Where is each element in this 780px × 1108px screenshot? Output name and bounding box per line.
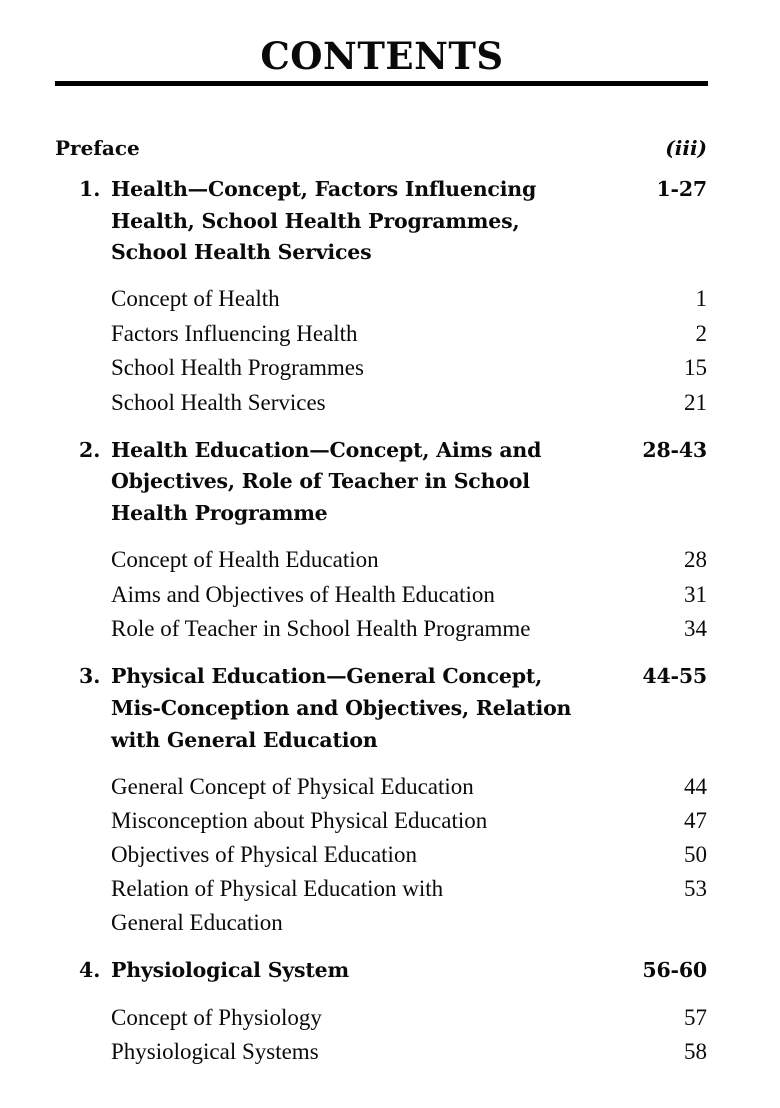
section-title: Concept of Health Education bbox=[111, 547, 379, 572]
section-page: 58 bbox=[684, 1039, 707, 1064]
page-title: CONTENTS bbox=[260, 34, 504, 78]
toc-section-entry bbox=[0, 284, 780, 314]
section-page: 50 bbox=[684, 842, 707, 867]
toc-section-entry bbox=[0, 1003, 780, 1033]
chapter-page-range: 1-27 bbox=[656, 177, 707, 201]
section-title: Relation of Physical Education with bbox=[111, 876, 444, 901]
chapter-title-line: Physical Education—General Concept, bbox=[111, 664, 543, 688]
chapter-title-line: Mis-Conception and Objectives, Relation bbox=[111, 696, 572, 720]
section-page: 44 bbox=[684, 774, 707, 799]
section-title: Aims and Objectives of Health Education bbox=[111, 582, 495, 607]
chapter-title-line: Physiological System bbox=[111, 958, 349, 982]
toc-chapter-2-heading-cont bbox=[0, 466, 780, 496]
chapter-title-line: Health, School Health Programmes, bbox=[111, 209, 520, 233]
chapter-title-line: School Health Services bbox=[111, 240, 372, 264]
section-page: 21 bbox=[684, 390, 707, 415]
toc-section-entry bbox=[0, 840, 780, 870]
section-title: Concept of Physiology bbox=[111, 1005, 322, 1030]
section-title: School Health Services bbox=[111, 390, 326, 415]
chapter-number: 1. bbox=[79, 177, 101, 201]
toc-section-entry-cont bbox=[0, 908, 780, 938]
chapter-page-range: 56-60 bbox=[642, 958, 707, 982]
section-page: 57 bbox=[684, 1005, 707, 1030]
chapter-title-line: with General Education bbox=[111, 728, 378, 752]
chapter-title-line: Objectives, Role of Teacher in School bbox=[111, 469, 530, 493]
section-title: Physiological Systems bbox=[111, 1039, 319, 1064]
section-title: General Concept of Physical Education bbox=[111, 774, 474, 799]
toc-section-entry bbox=[0, 545, 780, 575]
toc-section-entry bbox=[0, 614, 780, 644]
section-page: 31 bbox=[684, 582, 707, 607]
toc-chapter-3-heading-cont bbox=[0, 693, 780, 723]
section-title: Concept of Health bbox=[111, 286, 280, 311]
toc-section-entry bbox=[0, 353, 780, 383]
toc-section-entry bbox=[0, 874, 780, 904]
toc-chapter-3-heading bbox=[0, 661, 780, 691]
section-page: 1 bbox=[695, 286, 707, 311]
chapter-title-line: Health Education—Concept, Aims and bbox=[111, 438, 542, 462]
section-title: Misconception about Physical Education bbox=[111, 808, 488, 833]
preface-page: (iii) bbox=[665, 136, 707, 160]
toc-chapter-2-heading bbox=[0, 435, 780, 465]
toc-chapter-3-heading-cont bbox=[0, 725, 780, 755]
toc-chapter-1-heading bbox=[0, 174, 780, 204]
toc-section-entry bbox=[0, 1037, 780, 1067]
toc-chapter-4-heading bbox=[0, 955, 780, 985]
section-page: 53 bbox=[684, 876, 707, 901]
section-title: General Education bbox=[111, 910, 283, 935]
chapter-title-line: Health Programme bbox=[111, 501, 328, 525]
toc-section-entry bbox=[0, 319, 780, 349]
toc-preface-entry bbox=[0, 133, 780, 163]
section-page: 2 bbox=[695, 321, 707, 346]
toc-section-entry bbox=[0, 772, 780, 802]
toc-section-entry bbox=[0, 580, 780, 610]
chapter-number: 2. bbox=[79, 438, 101, 462]
chapter-title-line: Health—Concept, Factors Influencing bbox=[111, 177, 537, 201]
preface-label: Preface bbox=[55, 136, 140, 160]
section-page: 15 bbox=[684, 355, 707, 380]
section-title: Factors Influencing Health bbox=[111, 321, 358, 346]
section-title: Objectives of Physical Education bbox=[111, 842, 417, 867]
section-title: School Health Programmes bbox=[111, 355, 364, 380]
toc-chapter-1-heading-cont bbox=[0, 237, 780, 267]
toc-chapter-1-heading-cont bbox=[0, 206, 780, 236]
title-rule-divider bbox=[55, 81, 708, 86]
section-page: 34 bbox=[684, 616, 707, 641]
toc-chapter-2-heading-cont bbox=[0, 498, 780, 528]
section-page: 28 bbox=[684, 547, 707, 572]
chapter-number: 4. bbox=[79, 958, 101, 982]
chapter-number: 3. bbox=[79, 664, 101, 688]
chapter-page-range: 44-55 bbox=[642, 664, 707, 688]
chapter-page-range: 28-43 bbox=[642, 438, 707, 462]
toc-section-entry bbox=[0, 388, 780, 418]
section-title: Role of Teacher in School Health Programme bbox=[111, 616, 531, 641]
toc-section-entry bbox=[0, 806, 780, 836]
section-page: 47 bbox=[684, 808, 707, 833]
